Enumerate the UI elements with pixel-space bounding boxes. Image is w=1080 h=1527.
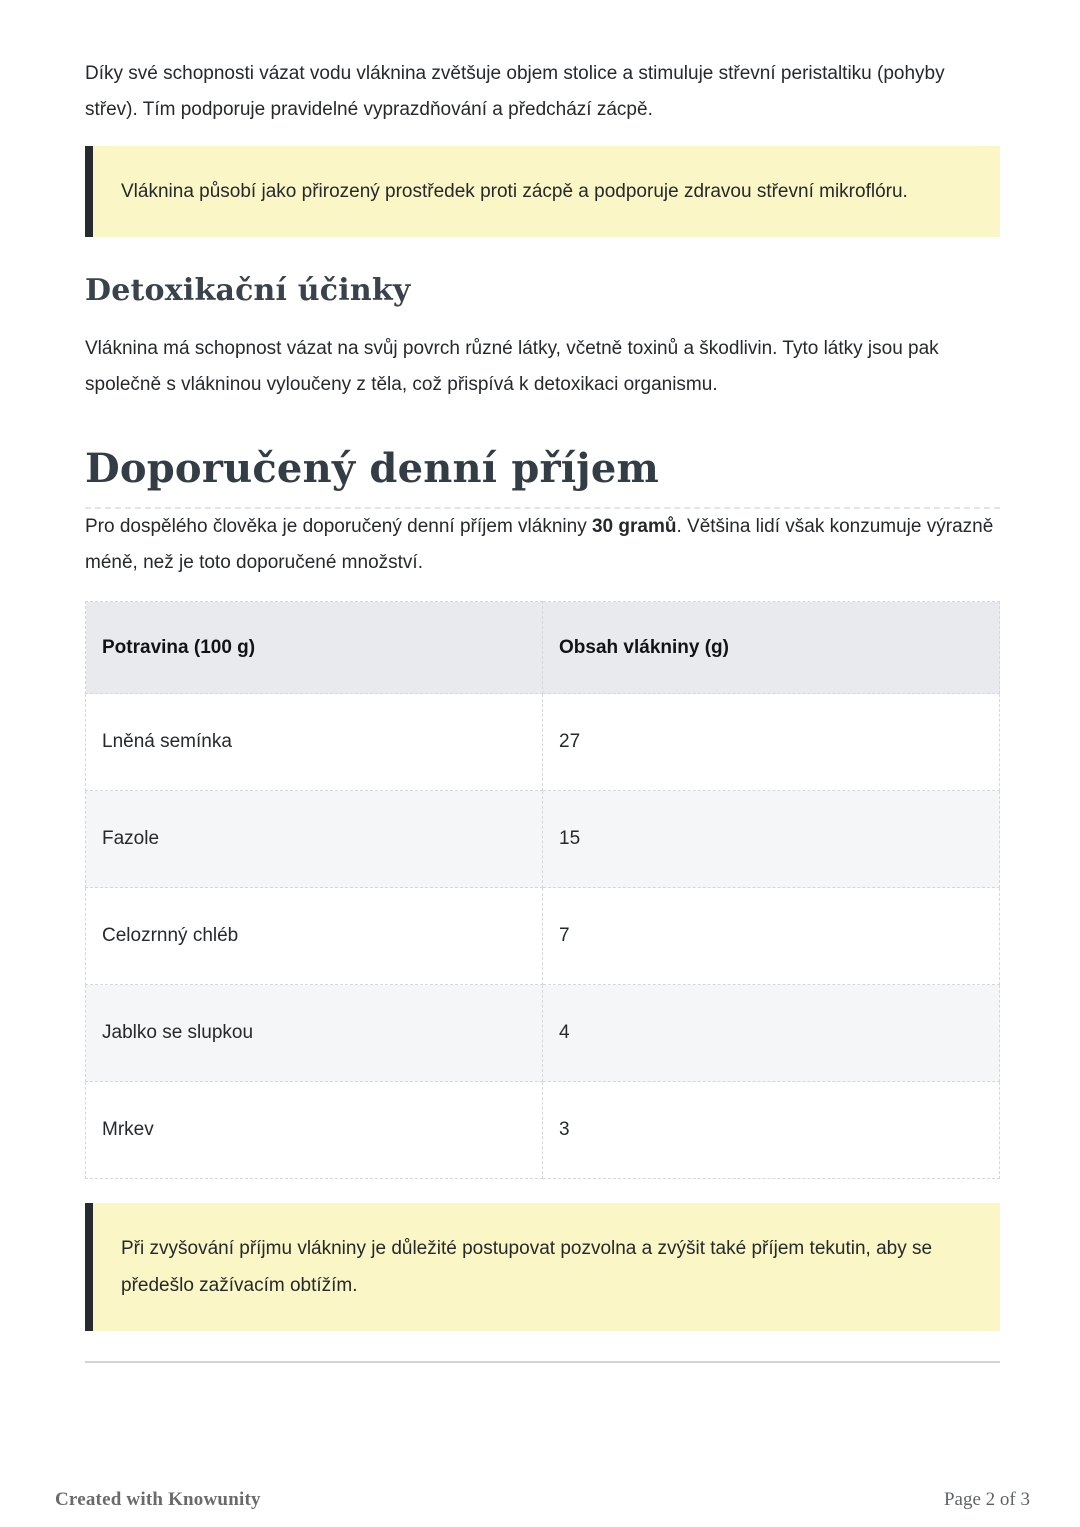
section-heading-detox: Detoxikační účinky xyxy=(85,273,411,308)
fiber-value-cell: 4 xyxy=(543,985,1000,1082)
page-footer xyxy=(0,1489,1080,1511)
intake-text-before: Pro dospělého člověka je doporučený denní příjem vlákniny xyxy=(85,516,592,537)
food-name-cell: Fazole xyxy=(86,791,543,888)
table-row xyxy=(86,694,1000,791)
fiber-value-cell: 7 xyxy=(543,888,1000,985)
fiber-value-cell: 27 xyxy=(543,694,1000,791)
table-header-fiber: Obsah vlákniny (g) xyxy=(543,602,1000,694)
callout-text: Vláknina působí jako přirozený prostředek proti zácpě a podporuje zdravou střevní mikroflóru. xyxy=(121,181,908,202)
callout-box-constipation xyxy=(85,146,1000,237)
footer-divider xyxy=(85,1361,1000,1363)
food-name-cell: Lněná semínka xyxy=(86,694,543,791)
table-header-food: Potravina (100 g) xyxy=(86,602,543,694)
intake-text-after: . Většina lidí však konzumuje výrazně méně, než je toto doporučené množství. xyxy=(85,516,994,573)
intake-amount-bold: 30 gramů xyxy=(591,516,677,537)
main-heading-daily-intake: Doporučený denní příjem xyxy=(85,445,1000,509)
callout-text: Při zvyšování příjmu vlákniny je důležité postupovat pozvolna a zvýšit také příjem tekutin, aby se předešlo zažívacím obtížím. xyxy=(121,1238,933,1296)
table-row xyxy=(86,1082,1000,1179)
food-name-cell: Celozrnný chléb xyxy=(86,888,543,985)
table-row xyxy=(86,985,1000,1082)
table-row xyxy=(86,888,1000,985)
intro-paragraph: Díky své schopnosti vázat vodu vláknina zvětšuje objem stolice a stimuluje střevní peristaltiku (pohyby střev). Tím podporuje pravidelné vyprazdňování a předchází zácpě. xyxy=(85,63,945,120)
food-name-cell: Jablko se slupkou xyxy=(86,985,543,1082)
table-row xyxy=(86,791,1000,888)
footer-branding: Created with Knowunity xyxy=(55,1489,261,1510)
fiber-value-cell: 15 xyxy=(543,791,1000,888)
food-name-cell: Mrkev xyxy=(86,1082,543,1179)
intake-paragraph xyxy=(85,509,1000,581)
fiber-content-table xyxy=(85,601,1000,1179)
callout-box-increase-intake xyxy=(85,1203,1000,1331)
detox-paragraph: Vláknina má schopnost vázat na svůj povrch různé látky, včetně toxinů a škodlivin. Tyto látky jsou pak společně s vlákninou vyloučeny z těla, což přispívá k detoxikaci organismu. xyxy=(85,338,939,395)
fiber-value-cell: 3 xyxy=(543,1082,1000,1179)
footer-page-number: Page 2 of 3 xyxy=(943,1489,1030,1510)
table-header-row xyxy=(86,602,1000,694)
